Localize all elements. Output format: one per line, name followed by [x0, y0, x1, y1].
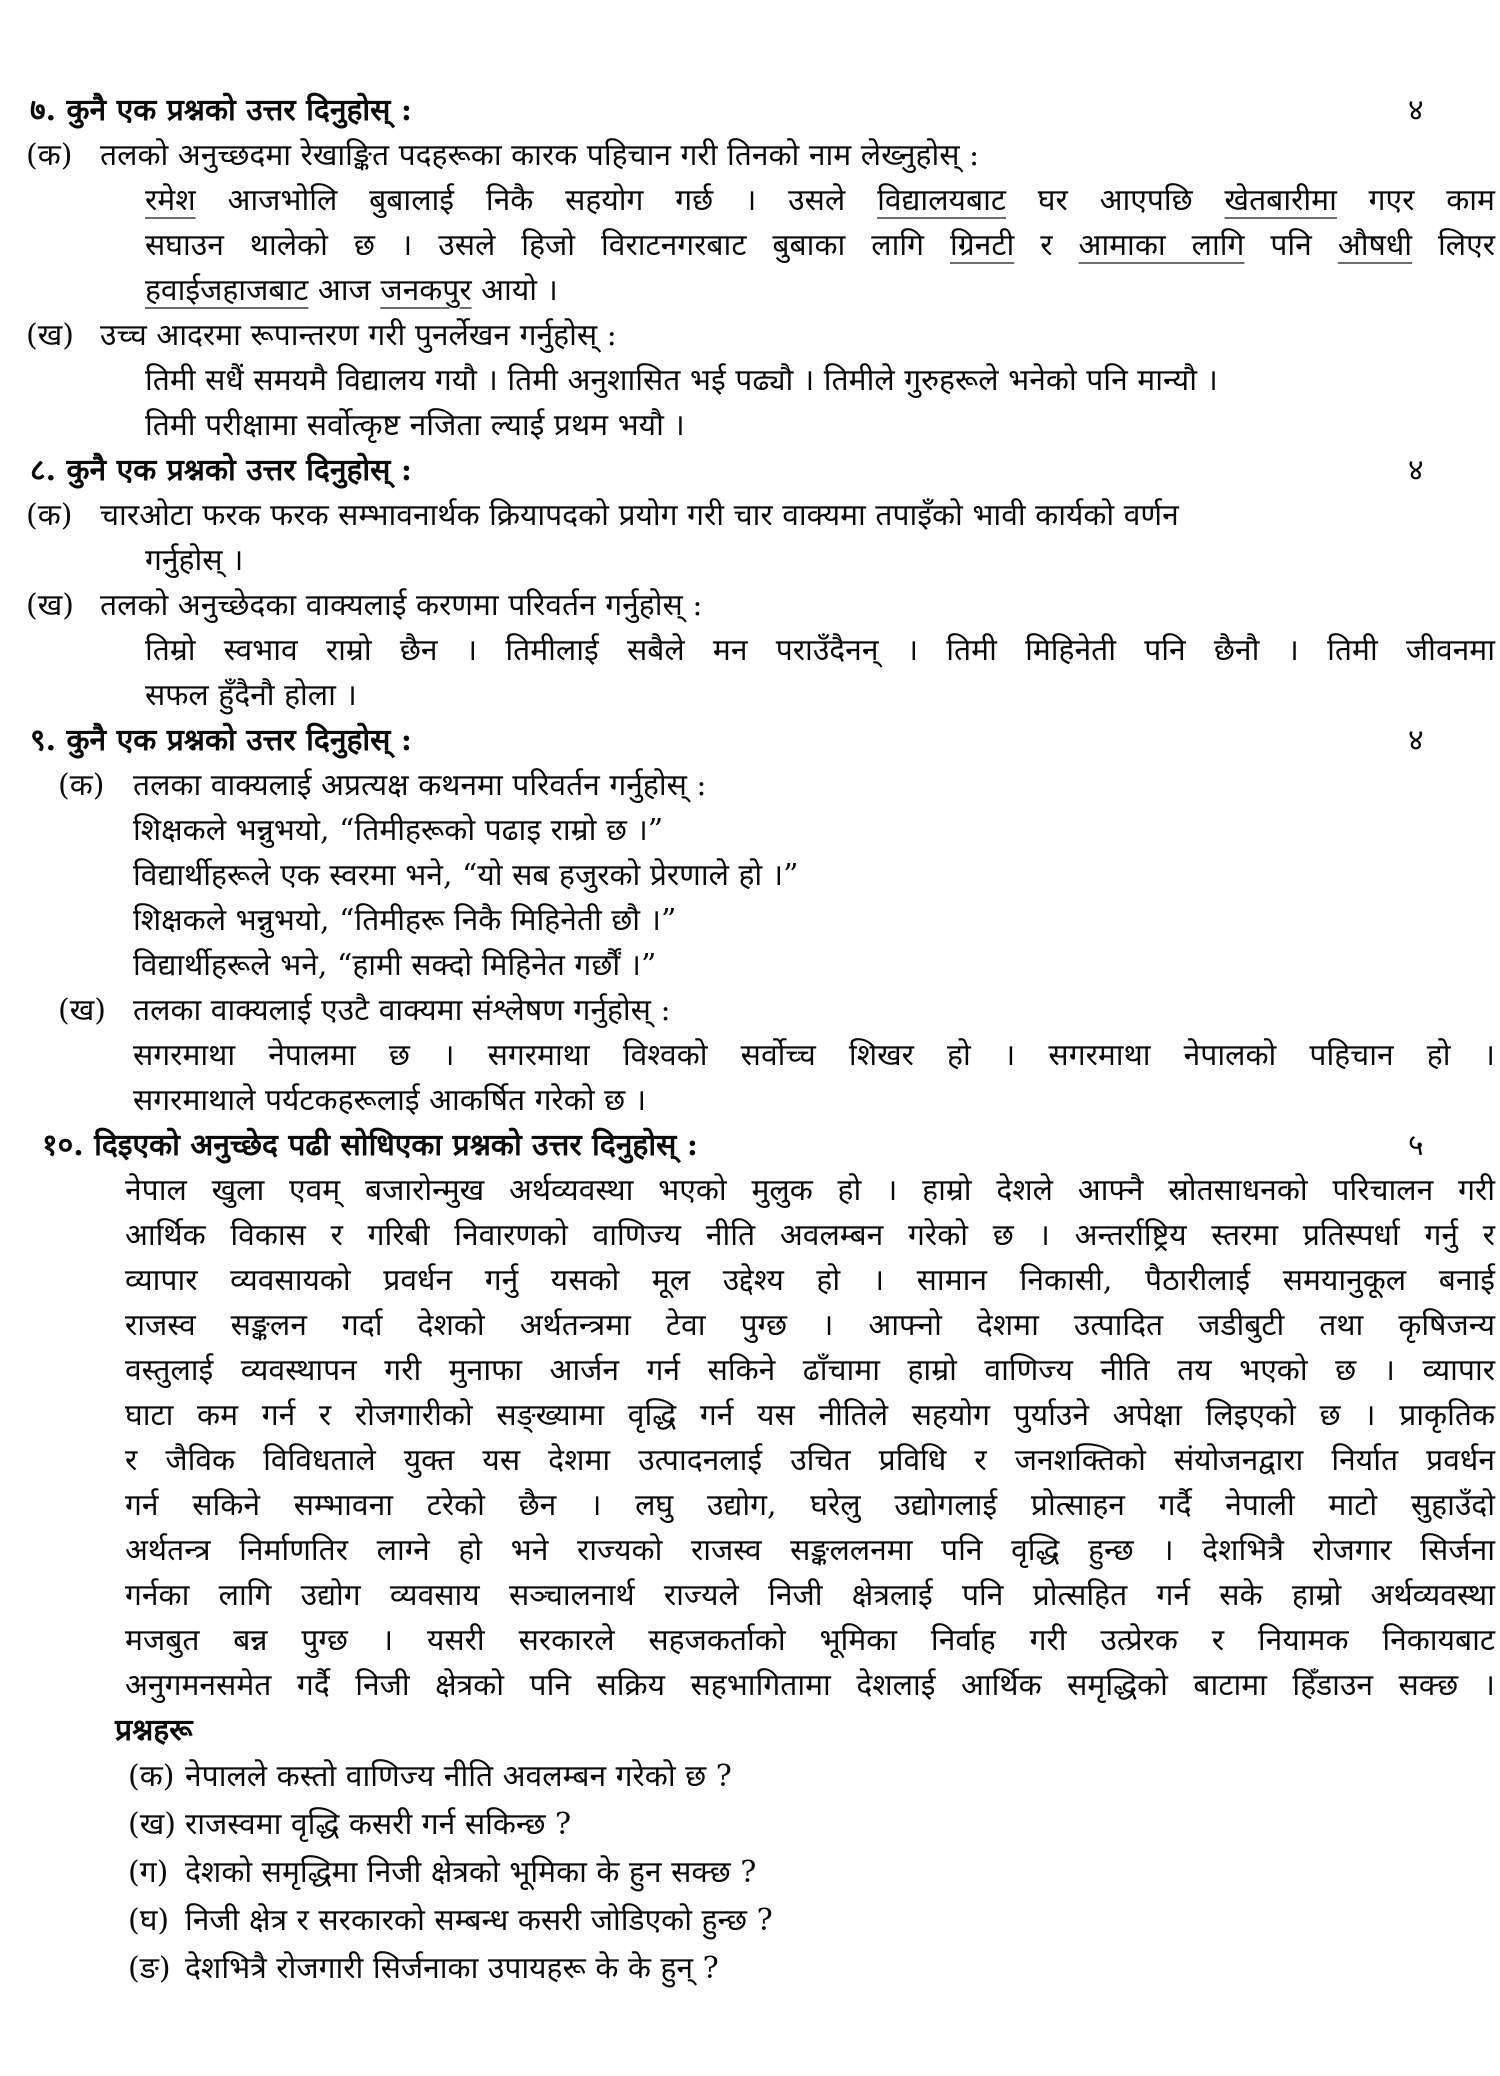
question-item: [0, 1897, 1500, 1945]
question-text: देशभित्रै रोजगारी सिर्जनाका उपायहरू के के हुन् ?: [185, 1951, 719, 1986]
underlined-word: ग्रिनटी: [949, 228, 1015, 263]
underlined-word: रमेश: [145, 183, 196, 218]
question-text: देशको समृद्धिमा निजी क्षेत्रको भूमिका के हुन सक्छ ?: [185, 1855, 757, 1890]
section-7-item-b: [0, 313, 1500, 358]
question-text: नेपालले कस्तो वाणिज्य नीति अवलम्बन गरेको छ ?: [185, 1759, 732, 1794]
question-marker: (ख): [128, 1807, 176, 1842]
paragraph-line: गर्न सकिने सम्भावना टरेको छैन । लघु उद्योग, घरेलु उद्योगलाई प्रोत्साहन गर्दै नेपाली माटो सुहाउँदो: [125, 1488, 1495, 1523]
item-instruction: तलका वाक्यलाई अप्रत्यक्ष कथनमा परिवर्तन गर्नुहोस् :: [133, 768, 707, 803]
question-item: [0, 1849, 1500, 1897]
section-9-marks: ४: [1408, 723, 1424, 758]
item-marker: (क): [58, 768, 105, 803]
question-marker: (क): [128, 1759, 175, 1794]
paragraph-line: राजस्व सङ्कलन गर्दा देशको अर्थतन्त्रमा टेवा पुग्छ । आफ्नो देशमा उत्पादित जडीबुटी तथा कृषिजन्य: [125, 1308, 1495, 1343]
section-7-heading-row: [0, 88, 1500, 133]
section-10-heading-row: [0, 1123, 1500, 1168]
quote-line: विद्यार्थीहरूले भने, “हामी सक्दो मिहिनेत गर्छौं ।”: [133, 948, 657, 983]
passage-line: तिमी सधैं समयमै विद्यालय गयौ । तिमी अनुशासित भई पढ्यौ । तिमीले गुरुहरूले भनेको पनि मान्यौ ।: [145, 363, 1218, 398]
section-8-marks: ४: [1408, 453, 1424, 488]
section-7-marks: ४: [1408, 93, 1424, 128]
question-text: निजी क्षेत्र र सरकारको सम्बन्ध कसरी जोडिएको हुन्छ ?: [185, 1903, 773, 1938]
item-marker: (ख): [58, 993, 106, 1028]
section-9-title: ९. कुनै एक प्रश्नको उत्तर दिनुहोस् :: [30, 723, 412, 758]
section-9-item-b: [0, 988, 1500, 1033]
item-marker: (ख): [26, 588, 74, 623]
item-marker: (क): [26, 138, 73, 173]
paragraph-line: अर्थतन्त्र निर्माणतिर लाग्ने हो भने राज्यको राजस्व सङ्कललनमा पनि वृद्धि हुन्छ । देशभित्रै रोजगार सिर्जना: [125, 1533, 1495, 1568]
section-8-item-b: [0, 583, 1500, 628]
passage-line: तिम्रो स्वभाव राम्रो छैन । तिमीलाई सबैले मन पराउँदैनन् । तिमी मिहिनेती पनि छैनौ । तिमी जीवनमा: [145, 633, 1495, 668]
paragraph-line: नेपाल खुला एवम् बजारोन्मुख अर्थव्यवस्था भएको मुलुक हो । हाम्रो देशले आफ्नै स्रोतसाधनको परिचालन गरी: [125, 1173, 1495, 1208]
item-marker: (ख): [26, 318, 74, 353]
passage-line: सघाउन थालेको छ । उसले हिजो विराटनगरबाट बुबाका लागि ग्रिनटी र आमाका लागि पनि औषधी लिएर: [145, 228, 1496, 263]
question-item: [0, 1945, 1500, 1993]
item-instruction: तलका वाक्यलाई एउटै वाक्यमा संश्लेषण गर्नुहोस् :: [133, 993, 671, 1028]
underlined-word: विद्यालयबाट: [877, 183, 1006, 218]
question-marker: (घ): [128, 1903, 170, 1938]
paragraph-line: वस्तुलाई व्यवस्थापन गरी मुनाफा आर्जन गर्न सकिने ढाँचामा हाम्रो वाणिज्य नीति तय भएको छ । व्यापार: [125, 1353, 1495, 1388]
underlined-word: आमाका लागि: [1078, 228, 1245, 263]
paragraph-line: आर्थिक विकास र गरिबी निवारणको वाणिज्य नीति अवलम्बन गरेको छ । अन्तर्राष्ट्रिय स्तरमा प्रतिस्पर्धा गर्नु र: [125, 1218, 1495, 1253]
paragraph-line: अनुगमनसमेत गर्दै निजी क्षेत्रको पनि सक्रिय सहभागितामा देशलाई आर्थिक समृद्धिको बाटामा हिँडाउन सक्छ ।: [125, 1668, 1495, 1703]
quote-line: शिक्षकले भन्नुभयो, “तिमीहरू निकै मिहिनेती छौ ।”: [133, 903, 677, 938]
section-10-title: १०. दिइएको अनुच्छेद पढी सोधिएका प्रश्नको उत्तर दिनुहोस् :: [42, 1128, 698, 1163]
item-marker: (क): [26, 498, 73, 533]
question-marker: (ग): [128, 1855, 169, 1890]
paragraph-line: गर्नका लागि उद्योग व्यवसाय सञ्चालनार्थ राज्यले निजी क्षेत्रलाई पनि प्रोत्सहित गर्न सके हाम्रो अर्थव्यवस्था: [125, 1578, 1495, 1613]
paragraph-line: र जैविक विविधताले युक्त यस देशमा उत्पादनलाई उचित प्रविधि र जनशक्तिको संयोजनद्वारा निर्यात प्रवर्धन: [125, 1443, 1495, 1478]
paragraph-line: घाटा कम गर्न र रोजगारीको सङ्ख्यामा वृद्धि गर्न यस नीतिले सहयोग पुर्याउने अपेक्षा लिइएको छ । प्राकृतिक: [125, 1398, 1495, 1433]
underlined-word: जनकपुर: [380, 273, 472, 308]
question-marker: (ङ): [128, 1951, 171, 1986]
passage-line: सफल हुँदैनौ होला ।: [145, 678, 357, 713]
quote-line: शिक्षकले भन्नुभयो, “तिमीहरूको पढाइ राम्रो छ ।”: [133, 813, 664, 848]
item-instruction: उच्च आदरमा रूपान्तरण गरी पुनर्लेखन गर्नुहोस् :: [100, 318, 617, 353]
passage-line: तिमी परीक्षामा सर्वोत्कृष्ट नजिता ल्याई प्रथम भयौ ।: [145, 408, 685, 443]
underlined-word: औषधी: [1337, 228, 1413, 263]
section-9-item-a: [0, 763, 1500, 808]
item-instruction: तलको अनुच्छेदका वाक्यलाई करणमा परिवर्तन गर्नुहोस् :: [100, 588, 703, 623]
passage-line: हवाईजहाजबाट आज जनकपुर आयो ।: [145, 273, 558, 308]
passage-line: सगरमाथा नेपालमा छ । सगरमाथा विश्वको सर्वोच्च शिखर हो । सगरमाथा नेपालको पहिचान हो ।: [133, 1038, 1495, 1073]
paragraph-line: मजबुत बन्न पुग्छ । यसरी सरकारले सहजकर्ताको भूमिका निर्वाह गरी उत्प्रेरक र नियामक निकायबाट: [125, 1623, 1495, 1658]
question-item: [0, 1801, 1500, 1849]
quote-line: विद्यार्थीहरूले एक स्वरमा भने, “यो सब हजुरको प्रेरणाले हो ।”: [133, 858, 799, 893]
item-instruction: चारओटा फरक फरक सम्भावनार्थक क्रियापदको प्रयोग गरी चार वाक्यमा तपाइँको भावी कार्यको वर्णन: [100, 498, 1179, 533]
questions-title: प्रश्नहरू: [115, 1713, 193, 1748]
underlined-word: हवाईजहाजबाट: [145, 273, 309, 308]
question-item: [0, 1753, 1500, 1801]
item-instruction: तलको अनुच्छदमा रेखाङ्कित पदहरूका कारक पहिचान गरी तिनको नाम लेख्नुहोस् :: [100, 138, 980, 173]
passage-line: रमेश आजभोलि बुबालाई निकै सहयोग गर्छ । उसले विद्यालयबाट घर आएपछि खेतबारीमा गएर काम: [145, 183, 1495, 218]
section-8-title: ८. कुनै एक प्रश्नको उत्तर दिनुहोस् :: [30, 453, 412, 488]
passage-line: गर्नुहोस् ।: [145, 543, 244, 578]
section-8-heading-row: [0, 448, 1500, 493]
section-8-item-a: [0, 493, 1500, 538]
section-7-title: ७. कुनै एक प्रश्नको उत्तर दिनुहोस् :: [30, 93, 412, 128]
question-text: राजस्वमा वृद्धि कसरी गर्न सकिन्छ ?: [185, 1807, 572, 1842]
underlined-word: खेतबारीमा: [1224, 183, 1337, 218]
passage-line: सगरमाथाले पर्यटकहरूलाई आकर्षित गरेको छ ।: [133, 1083, 647, 1118]
section-7-item-a: [0, 133, 1500, 178]
section-10-marks: ५: [1408, 1128, 1424, 1163]
section-9-heading-row: [0, 718, 1500, 763]
paragraph-line: व्यापार व्यवसायको प्रवर्धन गर्नु यसको मूल उद्देश्य हो । सामान निकासी, पैठारीलाई समयानुकूल बनाई: [125, 1263, 1495, 1298]
